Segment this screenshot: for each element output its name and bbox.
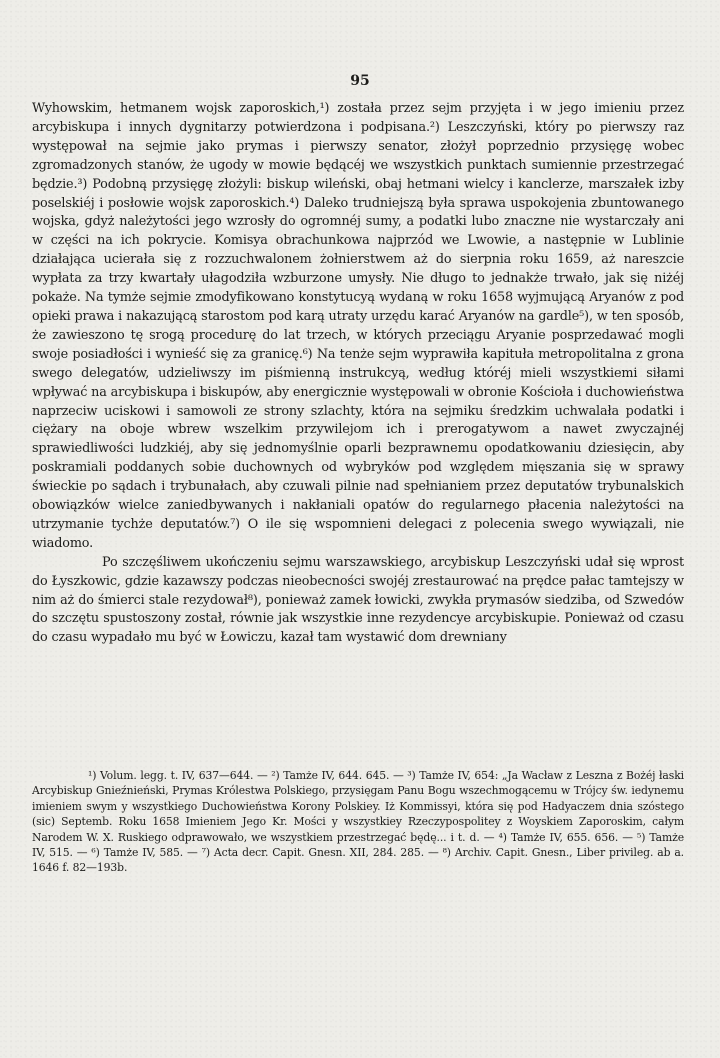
paragraph-2: Po szczęśliwem ukończeniu sejmu warszawskiego, arcybiskup Leszczyński udał się wprost do Łyszkowic, gdzie kazawszy podczas nieobecności swojéj zrestaurować na prędce pałac tamtejszy w nim aż do śmierci stale rezydował⁸), ponieważ zamek łowicki, zwykła prymasów siedziba, od Szwedów do szczętu spustoszony został, równie jak wszystkie inne rezydencye arcybiskupie. Ponieważ od czasu do czasu wypadało mu być w Łowiczu, kazał tam wystawić dom drewniany: [32, 554, 684, 646]
main-text: [32, 100, 684, 648]
footnotes-text: ¹) Volum. legg. t. IV, 637—644. — ²) Tamże IV, 644. 645. — ³) Tamże IV, 654: „Ja Wacław z Leszna z Bożéj łaski Arcybiskup Gnieźnieński, Prymas Królestwa Polskiego, przysięgam Panu Bogu wszechmogącemu w Trójcy św. iedynemu imieniem swym y wszystkiego Duchowieństwa Korony Polskiey. Iż Kommissyi, która się pod Hadyaczem dnia szóstego (sic) Septemb. Roku 1658 Imieniem Jego Kr. Mości y wszystkiey Rzeczypospolitey z Woyskiem Zaporoskim, całym Narodem W. X. Ruskiego odprawowało, we wszystkiem przestrzegać będę... i t. d. — ⁴) Tamże IV, 655. 656. — ⁵) Tamże IV, 515. — ⁶) Tamże IV, 585. — ⁷) Acta decr. Capit. Gnesn. XII, 284. 285. — ⁸) Archiv. Capit. Gnesn., Liber privileg. ab a. 1646 f. 82—193b.: [32, 769, 684, 875]
paragraph-1: Wyhowskim, hetmanem wojsk zaporoskich,¹) została przez sejm przyjęta i w jego imieniu przez arcybiskupa i innych dygnitarzy potwierdzona i podpisana.²) Leszczyński, który po pierwszy raz występował na sejmie jako prymas i pierwszy senator, złożył poprzednio przysięgę wobec zgromadzonych stanów, że ugody w mowie będącéj we wszystkich punktach sumiennie przestrzegać będzie.³) Podobną przysięgę złożyli: biskup wileński, obaj hetmani wielcy i kanclerze, marszałek izby poselskiéj i posłowie wojsk zaporoskich.⁴) Daleko trudniejszą była sprawa uspokojenia zbuntowanego wojska, gdyż należytości jego wzrosły do ogromnéj sumy, a podatki lubo znaczne nie wystarczały ani w części na ich pokrycie. Komisya obrachunkowa najprzód we Lwowie, a następnie w Lublinie działająca ucierała się z rozzuchwalonem żołnierstwem aż do sierpnia roku 1659, aż nareszcie wypłata za trzy kwartały ułagodziła wzburzone umysły. Nie długo to jednakże trwało, jak się niżéj pokaże. Na tymże sejmie zmodyfikowano konstytucyą wydaną w roku 1658 wyjmującą Aryanów z pod opieki prawa i nakazującą starostom pod karą utraty urzędu karać Aryanów na gardle⁵), w ten sposób, że zawieszono tę srogą procedurę do lat trzech, w których przeciągu Aryanie posprzedawać mogli swoje posiadłości i wynieść się za granicę.⁶) Na tenże sejm wyprawiła kapituła metropolitalna z grona swego delegatów, udzieliwszy im piśmienną instrukcyą, według któréj mieli wszystkiemi siłami wpływać na arcybiskupa i biskupów, aby energicznie występowali w obronie Kościoła i duchowieństwa naprzeciw uciskowi i samowoli ze strony szlachty, która na sejmiku średzkim uchwalała podatki i ciężary na oboje wbrew wszelkim przywilejom ich i prerogatywom a nawet zwyczajnéj sprawiedliwości ludzkiéj, aby się jednomyślnie oparli bezprawnemu opodatkowaniu dziesięcin, aby poskramiali poddanych sobie duchownych od wybryków pod względem mięszania się w sprawy świeckie po sądach i trybunałach, aby czuwali pilnie nad spełnianiem przez deputatów trybunalskich obowiązków wielce zaniedbywanych i nakłaniali opatów do regularnego płacenia należytości na utrzymanie tychże deputatów.⁷) O ile się wspomnieni delegaci z polecenia swego wywiązali, nie wiadomo.: [32, 101, 684, 551]
page-number: 95: [350, 73, 370, 89]
footnotes: [32, 768, 684, 876]
